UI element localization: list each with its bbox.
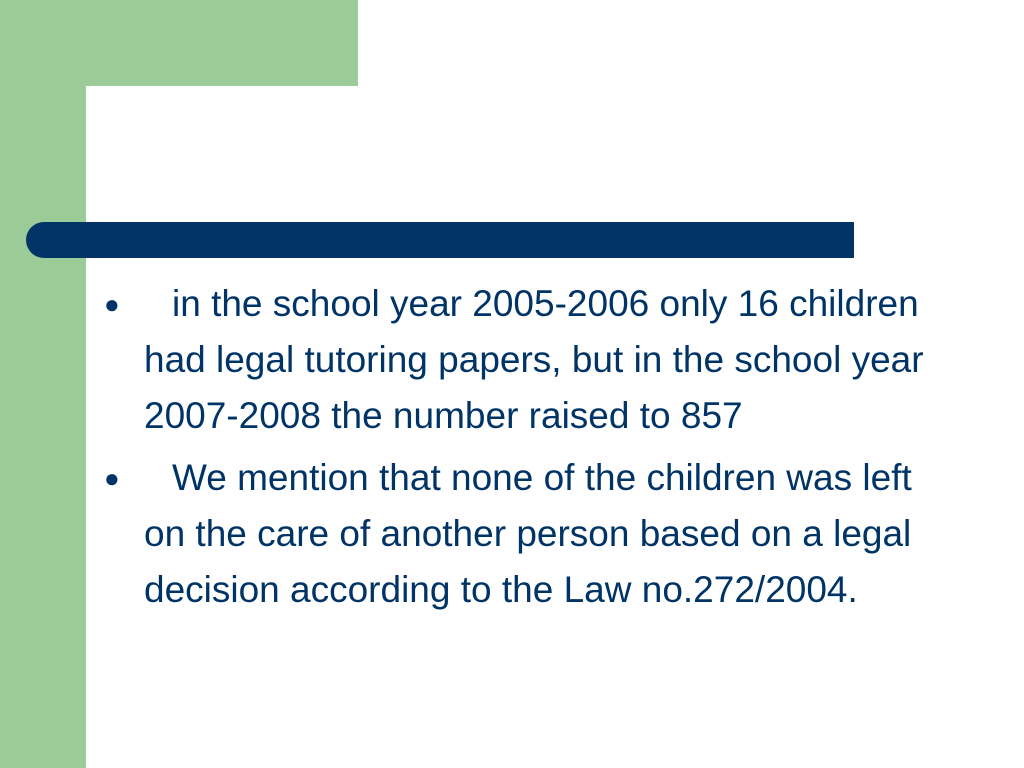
bullet-icon: ● (104, 463, 120, 493)
green-top-block-decoration (86, 0, 358, 86)
bullet-text-1: in the school year 2005-2006 only 16 children had legal tutoring papers, but in the school year 2007-2008 the number raised to 857 (144, 283, 924, 436)
title-divider-bar (26, 222, 854, 258)
bullet-text-2: We mention that none of the children was left on the care of another person based on a legal decision according to the Law no.272/2004. (144, 457, 912, 610)
bullet-icon: ● (104, 289, 120, 319)
bullet-item-2 (104, 450, 924, 618)
bullet-list (104, 276, 924, 624)
rounded-corner-decoration (86, 86, 146, 146)
bullet-item-1 (104, 276, 924, 444)
green-sidebar-decoration (0, 0, 86, 768)
